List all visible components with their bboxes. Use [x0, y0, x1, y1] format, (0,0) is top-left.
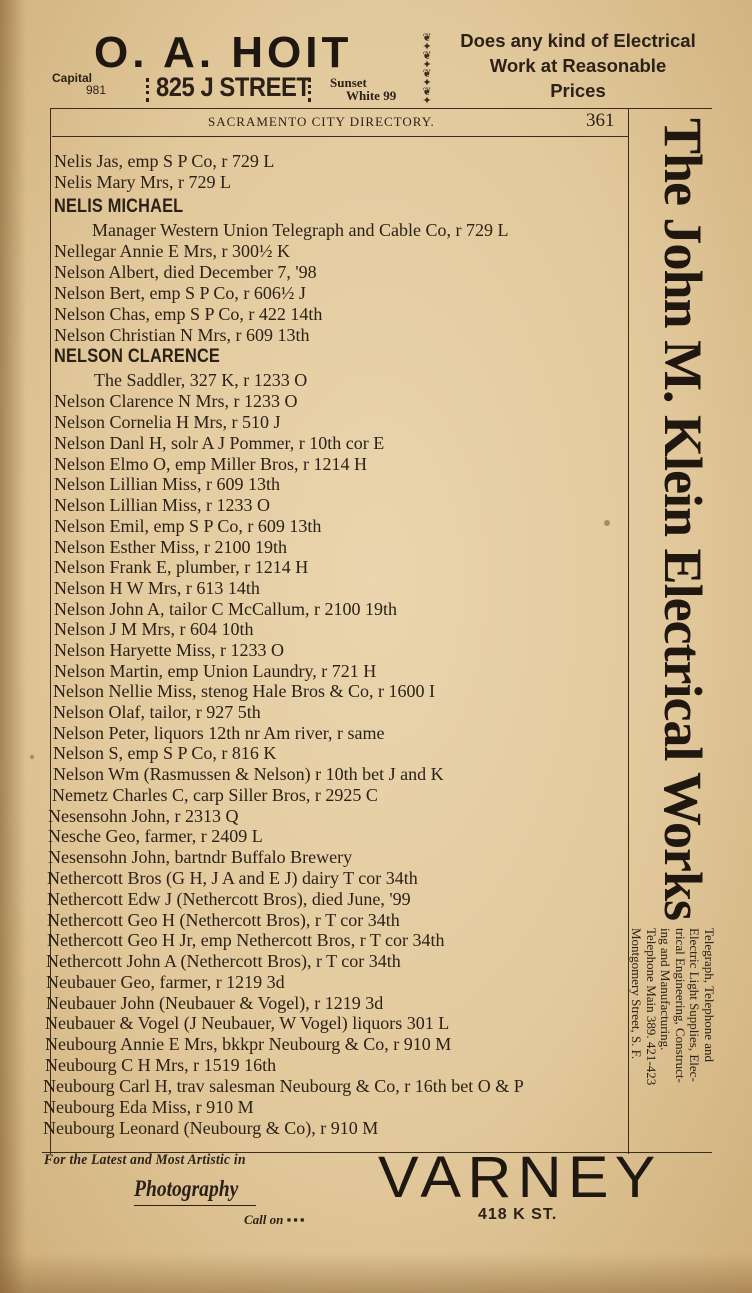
directory-entry: Nelis Mary Mrs, r 729 L	[54, 172, 231, 192]
varney-photography: Photography	[134, 1176, 239, 1201]
directory-entry: Nethercott John A (Nethercott Bros), r T cor 34th	[46, 951, 401, 971]
directory-entry: Nelson Cornelia H Mrs, r 510 J	[54, 412, 281, 432]
directory-entry: Nellegar Annie E Mrs, r 300½ K	[54, 241, 290, 261]
page-bottom-shadow	[0, 1253, 752, 1293]
klein-detail-line: ing and Manufacturing.	[658, 928, 674, 1051]
directory-entry: Nelson Chas, emp S P Co, r 422 14th	[54, 304, 323, 324]
klein-detail-line: Telegraph, Telephone and	[702, 928, 717, 1063]
ornament-divider: ❦ ✦ ❦ ✦ ❦ ✦ ❦ ✦	[422, 32, 432, 107]
capital-label: Capital	[52, 71, 93, 85]
directory-entry: Nelson Wm (Rasmussen & Nelson) r 10th bet J and K	[53, 764, 444, 784]
call-on-dots: ▪▪▪	[286, 1212, 307, 1227]
directory-entry: Nelson Martin, emp Union Laundry, r 721 H	[54, 661, 377, 681]
directory-entry: Neubourg Leonard (Neubourg & Co), r 910 M	[43, 1118, 379, 1138]
paper-speck	[30, 755, 34, 759]
directory-entry: Nelson Haryette Miss, r 1233 O	[54, 640, 284, 660]
directory-entry: Neubauer & Vogel (J Neubauer, W Vogel) liquors 301 L	[45, 1013, 450, 1033]
varney-latest-line: For the Latest and Most Artistic in	[44, 1152, 246, 1168]
directory-entry: Nelson Nellie Miss, stenog Hale Bros & Co, r 1600 I	[53, 681, 435, 701]
directory-entry: Nesensohn John, bartndr Buffalo Brewery	[48, 847, 353, 867]
directory-entry: Neubourg Eda Miss, r 910 M	[43, 1097, 254, 1117]
page-number: 361	[586, 110, 615, 131]
sunset-label: Sunset	[330, 75, 367, 90]
directory-entry: Nelson Emil, emp S P Co, r 609 13th	[54, 516, 322, 536]
tagline-line-3: Prices	[550, 80, 606, 101]
klein-detail-line: Electric Light Supplies, Elec-	[687, 928, 703, 1082]
directory-entry: Nelson Elmo O, emp Miller Bros, r 1214 H	[54, 454, 367, 474]
tagline-line-2: Work at Reasonable	[489, 55, 667, 76]
directory-entry: Neubauer Geo, farmer, r 1219 3d	[46, 972, 285, 992]
directory-entry: Nelson S, emp S P Co, r 816 K	[53, 743, 277, 763]
directory-entry: Nelson Christian N Mrs, r 609 13th	[54, 325, 310, 345]
directory-entry: Nelson Peter, liquors 12th nr Am river, r same	[53, 723, 385, 743]
klein-detail-line: trical Engineering, Construct-	[673, 928, 688, 1083]
directory-entry: Nelson Danl H, solr A J Pommer, r 10th cor E	[54, 433, 385, 453]
directory-entry: Nesensohn John, r 2313 Q	[48, 806, 239, 826]
directory-entry: Nelson Olaf, tailor, r 927 5th	[53, 702, 261, 722]
hoit-name: O. A. HOIT	[94, 28, 353, 77]
directory-entry: Nethercott Geo H Jr, emp Nethercott Bros, r T cor 34th	[47, 930, 445, 950]
directory-entry-heading: NELIS MICHAEL	[54, 196, 184, 217]
paper-speck	[604, 520, 610, 526]
running-header-title: SACRAMENTO CITY DIRECTORY.	[208, 114, 435, 129]
klein-detail-line: Montgomery Street, S. F.	[629, 928, 645, 1060]
directory-entry: Neubourg Carl H, trav salesman Neubourg & Co, r 16th bet O & P	[43, 1076, 524, 1096]
directory-entry: Nethercott Geo H (Nethercott Bros), r T cor 34th	[47, 910, 400, 930]
directory-entry: Nelson H W Mrs, r 613 14th	[54, 578, 260, 598]
directory-entry: Nelson John A, tailor C McCallum, r 2100 19th	[54, 599, 397, 619]
capital-number: 981	[86, 83, 107, 97]
varney-address: 418 K ST.	[478, 1206, 558, 1223]
directory-entry: Nelis Jas, emp S P Co, r 729 L	[54, 151, 275, 171]
directory-entry: Nelson Frank E, plumber, r 1214 H	[54, 557, 309, 577]
klein-electrical-advertisement	[629, 110, 717, 1152]
directory-entry: Nelson Lillian Miss, r 609 13th	[54, 474, 280, 494]
directory-entry: Nemetz Charles C, carp Siller Bros, r 2925 C	[52, 785, 378, 805]
directory-entry-heading: NELSON CLARENCE	[54, 346, 220, 367]
directory-entry: Nesche Geo, farmer, r 2409 L	[48, 826, 263, 846]
directory-entry: Nethercott Bros (G H, J A and E J) dairy T cor 34th	[47, 868, 418, 888]
sunset-number: White 99	[346, 88, 397, 103]
tagline-line-1: Does any kind of Electrical	[460, 30, 696, 51]
directory-entry: Nelson Lillian Miss, r 1233 O	[54, 495, 270, 515]
directory-entry: Neubourg C H Mrs, r 1519 16th	[45, 1055, 277, 1075]
directory-entry: Neubauer John (Neubauer & Vogel), r 1219 3d	[46, 993, 384, 1013]
klein-detail-line: Telephone Main 389. 421-423	[644, 928, 659, 1086]
directory-entry: Nelson Clarence N Mrs, r 1233 O	[54, 391, 298, 411]
directory-entry: Nelson J M Mrs, r 604 10th	[54, 619, 254, 639]
call-on-text: Call on	[244, 1212, 284, 1227]
directory-entry: Nelson Albert, died December 7, '98	[54, 262, 317, 282]
directory-entry: Nelson Bert, emp S P Co, r 606½ J	[54, 283, 306, 303]
varney-call-on	[244, 1212, 306, 1228]
directory-entry: Nethercott Edw J (Nethercott Bros), died June, '99	[47, 889, 411, 909]
directory-entry: Nelson Esther Miss, r 2100 19th	[54, 537, 287, 557]
directory-entry-detail: The Saddler, 327 K, r 1233 O	[94, 370, 308, 390]
directory-entry-detail: Manager Western Union Telegraph and Cable Co, r 729 L	[92, 220, 509, 240]
photography-underline	[134, 1205, 256, 1206]
directory-entry: Neubourg Annie E Mrs, bkkpr Neubourg & Co, r 910 M	[45, 1034, 452, 1054]
varney-name: VARNEY	[378, 1145, 662, 1210]
hoit-street: 825 J STREET	[156, 72, 311, 102]
klein-title: The John M. Klein Electrical Works	[653, 118, 713, 920]
klein-details	[629, 928, 716, 1085]
